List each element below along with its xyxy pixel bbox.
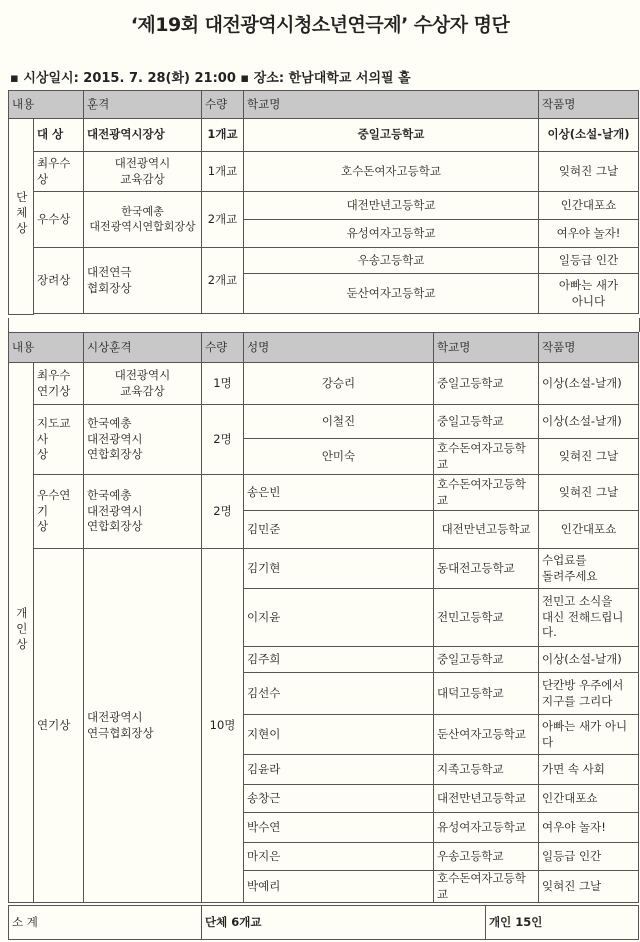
award-cell: 우수상 — [34, 192, 84, 248]
table-row — [9, 475, 639, 511]
subtotal-team: 단체 6개교 — [202, 906, 486, 940]
subtotal-individual: 개인 15인 — [486, 906, 639, 940]
honor-cell: 대전광역시장상 — [84, 119, 202, 152]
qty-cell: 2개교 — [202, 248, 244, 314]
work-cell: 수업료를 돌려주세요 — [539, 549, 639, 589]
team-award-table — [8, 90, 639, 315]
header-content: 내용 — [9, 333, 84, 363]
name-cell: 김선수 — [244, 673, 434, 715]
work-cell: 인간대포쇼 — [539, 511, 639, 549]
school-cell: 둔산여자고등학교 — [434, 715, 539, 755]
school-cell: 대덕고등학교 — [434, 673, 539, 715]
table-row — [9, 363, 639, 405]
school-cell: 우송고등학교 — [434, 843, 539, 871]
name-cell: 박예리 — [244, 871, 434, 903]
table-row — [9, 405, 639, 439]
work-cell: 이상(소설-날개) — [539, 405, 639, 439]
school-cell: 동대전고등학교 — [434, 549, 539, 589]
work-cell: 잊혀진 그날 — [539, 871, 639, 903]
qty-cell: 10명 — [202, 549, 244, 903]
subtotal-row — [9, 906, 639, 940]
school-cell: 중일고등학교 — [434, 647, 539, 673]
school-cell: 지족고등학교 — [434, 755, 539, 785]
honor-cell: 한국예총 대전광역시 연합회장상 — [84, 405, 202, 475]
header-honor: 훈격 — [84, 91, 202, 119]
award-cell: 우수연기 상 — [34, 475, 84, 549]
name-cell: 안미숙 — [244, 439, 434, 475]
name-cell: 강승리 — [244, 363, 434, 405]
header-content: 내용 — [9, 91, 84, 119]
work-cell: 이상(소설-날개) — [539, 363, 639, 405]
school-cell: 대전만년고등학교 — [434, 785, 539, 813]
name-cell: 박수연 — [244, 813, 434, 843]
header-school: 학교명 — [434, 333, 539, 363]
honor-cell: 대전광역시 교육감상 — [84, 363, 202, 405]
award-cell: 장려상 — [34, 248, 84, 314]
name-cell: 송은빈 — [244, 475, 434, 511]
school-cell: 대전만년고등학교 — [244, 192, 539, 220]
header-work: 작품명 — [539, 91, 639, 119]
work-cell: 전민고 소식을 대신 전해드립니 다. — [539, 589, 639, 647]
school-cell: 둔산여자고등학교 — [244, 274, 539, 314]
name-cell: 마지은 — [244, 843, 434, 871]
school-cell: 유성여자고등학교 — [244, 220, 539, 248]
school-cell: 우송고등학교 — [244, 248, 539, 274]
work-cell: 잊혀진 그날 — [539, 152, 639, 192]
name-cell: 김민준 — [244, 511, 434, 549]
qty-cell: 2명 — [202, 405, 244, 475]
table-row — [9, 248, 639, 274]
honor-cell: 한국예총 대전광역시연합회장상 — [84, 192, 202, 248]
category-cell: 개인상 — [9, 363, 34, 903]
school-cell: 호수돈여자고등학교 — [434, 475, 539, 511]
work-cell: 이상(소설-날개) — [539, 119, 639, 152]
school-cell: 호수돈여자고등학교 — [434, 871, 539, 903]
honor-cell: 대전광역시 교육감상 — [84, 152, 202, 192]
header-work: 작품명 — [539, 333, 639, 363]
school-cell: 호수돈여자고등학교 — [244, 152, 539, 192]
school-cell: 대전만년고등학교 — [434, 511, 539, 549]
header-name: 성명 — [244, 333, 434, 363]
school-cell: 중일고등학교 — [244, 119, 539, 152]
honor-cell: 한국예총 대전광역시 연합회장상 — [84, 475, 202, 549]
qty-cell: 2개교 — [202, 192, 244, 248]
work-cell: 인간대포쇼 — [539, 192, 639, 220]
honor-cell: 대전광역시 연극협회장상 — [84, 549, 202, 903]
name-cell: 김기현 — [244, 549, 434, 589]
qty-cell: 1개교 — [202, 119, 244, 152]
work-cell: 여우야 놀자! — [539, 220, 639, 248]
award-cell: 대 상 — [34, 119, 84, 152]
name-cell: 이지윤 — [244, 589, 434, 647]
award-cell: 연기상 — [34, 549, 84, 903]
honor-cell: 대전연극 협회장상 — [84, 248, 202, 314]
individual-award-table — [8, 332, 639, 903]
school-cell: 유성여자고등학교 — [434, 813, 539, 843]
school-cell: 전민고등학교 — [434, 589, 539, 647]
header-honor: 시상훈격 — [84, 333, 202, 363]
header-school: 학교명 — [244, 91, 539, 119]
table-gap — [8, 318, 640, 332]
school-cell: 중일고등학교 — [434, 405, 539, 439]
category-cell: 단체상 — [9, 119, 34, 315]
page-title: ‘제19회 대전광역시청소년연극제’ 수상자 명단 — [130, 14, 510, 36]
qty-cell: 2명 — [202, 475, 244, 549]
qty-cell: 1개교 — [202, 152, 244, 192]
work-cell: 일등급 인간 — [539, 843, 639, 871]
award-cell: 지도교사 상 — [34, 405, 84, 475]
table-header — [9, 91, 639, 119]
header-qty: 수량 — [202, 333, 244, 363]
table-row — [9, 119, 639, 152]
work-cell: 가면 속 사회 — [539, 755, 639, 785]
work-cell: 이상(소설-날개) — [539, 647, 639, 673]
work-cell: 인간대포쇼 — [539, 785, 639, 813]
work-cell: 잊혀진 그날 — [539, 475, 639, 511]
school-cell: 중일고등학교 — [434, 363, 539, 405]
work-cell: 잊혀진 그날 — [539, 439, 639, 475]
event-info: ▪ 시상일시: 2015. 7. 28(화) 21:00 ▪ 장소: 한남대학교 서의필 홀 — [10, 71, 411, 86]
work-cell: 여우야 놀자! — [539, 813, 639, 843]
table-row — [9, 152, 639, 192]
work-cell: 아빠는 새가 아니 다 — [539, 715, 639, 755]
subtotal-label: 소 계 — [9, 906, 202, 940]
award-cell: 최우수상 — [34, 152, 84, 192]
work-cell: 단칸방 우주에서 지구를 그리다 — [539, 673, 639, 715]
table-row — [9, 192, 639, 220]
award-cell: 최우수 연기상 — [34, 363, 84, 405]
work-cell: 아빠는 새가 아니다 — [539, 274, 639, 314]
school-cell: 호수돈여자고등학교 — [434, 439, 539, 475]
name-cell: 김윤라 — [244, 755, 434, 785]
table-header — [9, 333, 639, 363]
name-cell: 송창근 — [244, 785, 434, 813]
name-cell: 김주희 — [244, 647, 434, 673]
qty-cell: 1명 — [202, 363, 244, 405]
work-cell: 일등급 인간 — [539, 248, 639, 274]
name-cell: 지현이 — [244, 715, 434, 755]
subtotal-table — [8, 905, 639, 940]
header-qty: 수량 — [202, 91, 244, 119]
name-cell: 이철진 — [244, 405, 434, 439]
table-row — [9, 549, 639, 589]
